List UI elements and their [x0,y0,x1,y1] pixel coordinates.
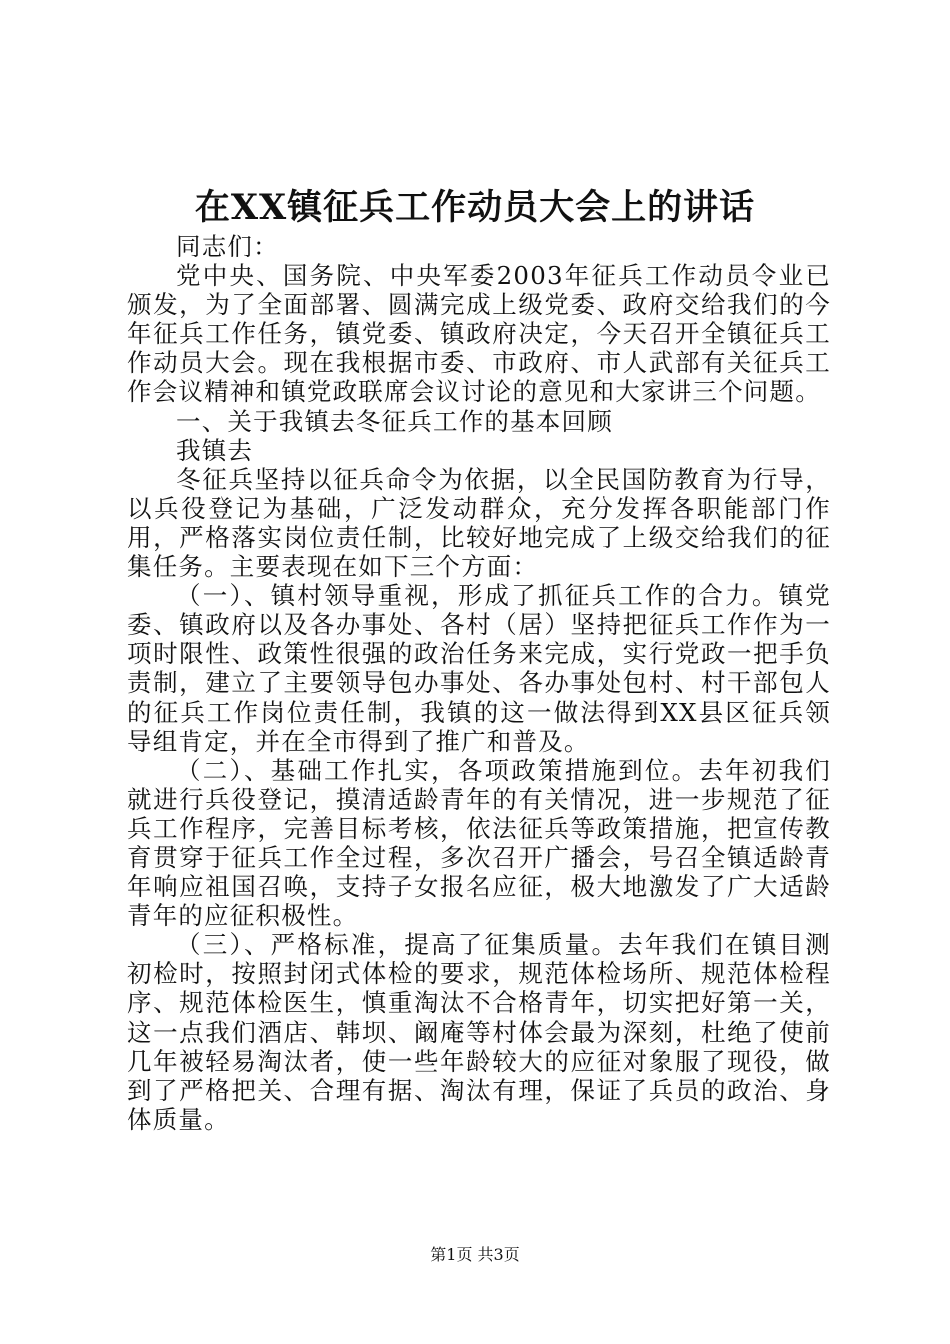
paragraph-fragment: 我镇去 [176,435,254,465]
paragraph-point-1: （一）、镇村领导重视，形成了抓征兵工作的合力。镇党委、镇政府以及各办事处、各村（居）坚持把征兵工作作为一项时限性、政策性很强的政治任务来完成，实行党政一把手负责制，建立了主要领导包办事处、各办事处包村、村干部包人的征兵工作岗位责任制，我镇的这一做法得到XX县区征兵领导组肯定，并在全市得到了推广和普及。 [127,581,831,756]
paragraph-review: 冬征兵坚持以征兵命令为依据，以全民国防教育为行导，以兵役登记为基础，广泛发动群众，充分发挥各职能部门作用，严格落实岗位责任制，比较好地完成了上级交给我们的征集任务。主要表现在如下三个方面： [127,464,831,582]
paragraph-salutation: 同志们： [176,232,279,261]
document-title: 在XX镇征兵工作动员大会上的讲话 [194,187,756,228]
paragraph-point-3: （三）、严格标准，提高了征集质量。去年我们在镇目测初检时，按照封闭式体检的要求，规范体检场所、规范体检程序、规范体检医生，慎重淘汰不合格青年，切实把好第一关，这一点我们酒店、韩坝、阚庵等村体会最为深刻，杜绝了使前几年被轻易淘汰者，使一些年龄较大的应征对象服了现役，做到了严格把关、合理有据、淘汰有理，保证了兵员的政治、身体质量。 [127,930,831,1134]
page-number-footer: 第1页 共3页 [430,1245,520,1264]
document-body [127,232,831,1134]
paragraph-intro: 党中央、国务院、中央军委2003年征兵工作动员令业已颁发，为了全面部署、圆满完成上级党委、政府交给我们的今年征兵工作任务，镇党委、镇政府决定，今天召开全镇征兵工作动员大会。现在我根据市委、市政府、市人武部有关征兵工作会议精神和镇党政联席会议讨论的意见和大家讲三个问题。 [127,261,831,407]
section-heading-1: 一、关于我镇去冬征兵工作的基本回顾 [176,406,613,436]
paragraph-point-2: （二）、基础工作扎实，各项政策措施到位。去年初我们就进行兵役登记，摸清适龄青年的有关情况，进一步规范了征兵工作程序，完善目标考核，依法征兵等政策措施，把宣传教育贯穿于征兵工作全过程，多次召开广播会，号召全镇适龄青年响应祖国召唤，支持子女报名应征，极大地激发了广大适龄青年的应征积极性。 [127,755,831,931]
